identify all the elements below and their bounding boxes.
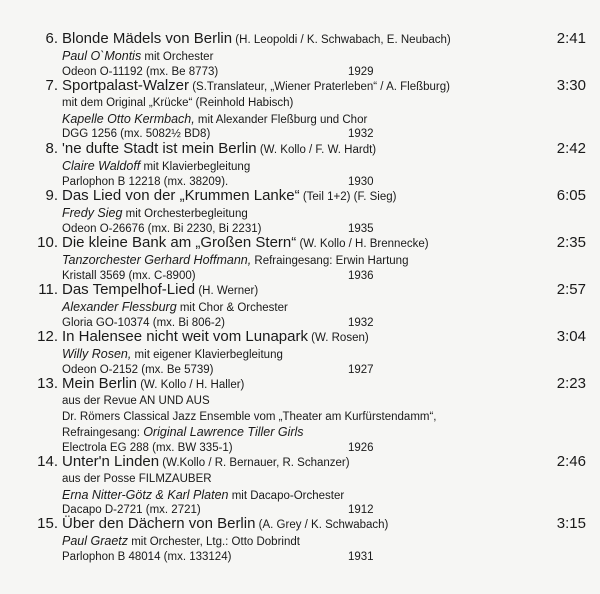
track-detail-line xyxy=(62,253,532,268)
track-detail-text: Gloria GO-10374 (mx. Bi 806-2) xyxy=(62,316,225,329)
track-year: 1926 xyxy=(348,441,374,454)
track-title-line xyxy=(62,187,522,206)
track-year: 1929 xyxy=(348,65,374,78)
track-number: 6. xyxy=(45,30,58,47)
track-duration: 2:46 xyxy=(556,453,586,470)
track-title-line xyxy=(62,375,522,394)
track-detail-text: aus der Posse FILMZAUBER xyxy=(62,473,212,485)
track-detail-text: mit Dacapo-Orchester xyxy=(228,489,345,502)
track-title-line xyxy=(62,140,522,159)
track-detail-text: Parlophon B 48014 (mx. 133124) xyxy=(62,550,232,563)
track-artist: Fredy Sieg xyxy=(62,206,123,220)
track-number: 7. xyxy=(45,77,58,94)
track-year: 1912 xyxy=(348,504,374,517)
track-detail-text: Electrola EG 288 (mx. BW 335-1) xyxy=(62,441,233,454)
track-title: 'ne dufte Stadt ist mein Berlin xyxy=(62,140,257,157)
track-detail-text: mit Alexander Fleßburg und Chor xyxy=(194,113,368,126)
track-detail-text: aus der Revue AN UND AUS xyxy=(62,395,210,407)
track-title-line xyxy=(62,281,522,300)
track-title: Unter'n Linden xyxy=(62,453,160,470)
track-artist: Tanzorchester Gerhard Hoffmann, xyxy=(62,253,252,267)
track-artist: Willy Rosen, xyxy=(62,347,132,361)
track-detail-line xyxy=(62,488,532,503)
track-detail-line xyxy=(62,534,532,549)
track-artist: Erna Nitter-Götz & Karl Platen xyxy=(62,487,229,502)
track-number: 12. xyxy=(37,328,58,345)
track-duration: 3:04 xyxy=(556,328,586,345)
track-detail-text: mit Chor & Orchester xyxy=(176,302,288,314)
track-composer: (S.Translateur, „Wiener Praterleben“ / A. Fleßburg) xyxy=(189,81,450,93)
track-detail-text: mit Orchester, Ltg.: Otto Dobrindt xyxy=(128,536,300,548)
track-duration: 6:05 xyxy=(556,187,586,204)
track-detail-text: Odeon O-26676 (mx. Bi 2230, Bi 2231) xyxy=(62,222,262,235)
track-number: 8. xyxy=(45,140,58,157)
track-title-line xyxy=(62,453,522,472)
track-title: Die kleine Bank am „Großen Stern“ xyxy=(62,234,297,251)
track-title: Über den Dächern von Berlin xyxy=(62,515,256,532)
track-title: Blonde Mädels von Berlin xyxy=(62,30,233,47)
track-title-line xyxy=(62,234,522,253)
track-year: 1930 xyxy=(348,175,374,188)
track-artist: Alexander Flessburg xyxy=(62,300,177,314)
track-composer: (W.Kollo / R. Bernauer, R. Schanzer) xyxy=(159,457,350,469)
track-detail-text: Dacapo D-2721 (mx. 2721) xyxy=(62,504,201,517)
track-detail-text: mit Orchester xyxy=(141,51,214,63)
track-artist: Paul Graetz xyxy=(62,534,129,548)
track-detail-text: Kristall 3569 (mx. C-8900) xyxy=(62,269,196,282)
track-duration: 3:30 xyxy=(556,77,586,94)
track-duration: 2:35 xyxy=(556,234,586,251)
track-detail-line xyxy=(62,49,532,64)
track-composer: (W. Rosen) xyxy=(307,332,369,344)
track-year: 1931 xyxy=(348,550,374,563)
track-artist: Claire Waldoff xyxy=(62,159,141,173)
track-detail-line xyxy=(62,96,532,110)
track-number: 11. xyxy=(38,281,58,298)
track-title: Das Lied von der „Krummen Lanke“ xyxy=(62,187,300,204)
track-composer: (W. Kollo / F. W. Hardt) xyxy=(256,144,377,156)
track-detail-text: mit Orchesterbegleitung xyxy=(122,208,248,220)
track-detail-line xyxy=(62,300,532,315)
track-detail-text: Refraingesang: Erwin Hartung xyxy=(251,255,409,267)
track-year: 1932 xyxy=(348,316,374,329)
track-year: 1932 xyxy=(348,128,374,141)
track-detail-text: Refraingesang: xyxy=(62,427,144,440)
track-composer: (W. Kollo / H. Brennecke) xyxy=(296,238,429,250)
track-year: 1927 xyxy=(348,363,374,376)
track-composer: (H. Werner) xyxy=(195,285,259,297)
track-artist: Paul O`Montis xyxy=(62,49,142,63)
track-detail-line xyxy=(62,472,532,486)
track-detail-text: DGG 1256 (mx. 5082½ BD8) xyxy=(62,128,211,141)
track-duration: 2:42 xyxy=(556,140,586,157)
track-duration: 2:41 xyxy=(556,30,586,47)
track-artist: Original Lawrence Tiller Girls xyxy=(143,425,304,440)
track-detail-text: mit dem Original „Krücke“ (Reinhold Habisch) xyxy=(62,97,294,109)
track-number: 15. xyxy=(37,515,58,532)
track-artist: Kapelle Otto Kermbach, xyxy=(62,111,195,126)
track-title-line xyxy=(62,328,522,347)
track-title: Mein Berlin xyxy=(62,375,138,392)
track-number: 13. xyxy=(37,375,58,392)
track-duration: 2:57 xyxy=(556,281,586,298)
track-composer: (H. Leopoldi / K. Schwabach, E. Neubach) xyxy=(232,34,451,46)
track-detail-line xyxy=(62,550,532,564)
track-detail-text: Odeon O-2152 (mx. Be 5739) xyxy=(62,363,214,376)
track-detail-line xyxy=(62,206,532,221)
track-detail-text: Odeon O-11192 (mx. Be 8773) xyxy=(62,65,219,78)
track-year: 1935 xyxy=(348,222,374,235)
track-detail-text: Parlophon B 12218 (mx. 38209). xyxy=(62,175,229,188)
track-composer: (W. Kollo / H. Haller) xyxy=(137,379,245,391)
track-detail-line xyxy=(62,347,532,362)
track-detail-text: mit eigener Klavierbegleitung xyxy=(131,349,283,361)
track-title-line xyxy=(62,77,522,96)
track-title-line xyxy=(62,30,522,49)
track-number: 10. xyxy=(37,234,58,251)
track-detail-line xyxy=(62,394,532,408)
track-composer: (A. Grey / K. Schwabach) xyxy=(255,519,389,531)
track-number: 14. xyxy=(37,453,58,470)
track-title-line xyxy=(62,515,522,534)
track-detail-line xyxy=(62,410,532,424)
track-detail-line xyxy=(62,159,532,174)
track-title: In Halensee nicht weit vom Lunapark xyxy=(62,328,308,345)
track-duration: 3:15 xyxy=(556,515,586,532)
track-detail-text: Dr. Römers Classical Jazz Ensemble vom „Theater am Kurfürstendamm“, xyxy=(62,410,437,423)
track-detail-line xyxy=(62,425,532,440)
track-detail-line xyxy=(62,112,532,127)
track-year: 1936 xyxy=(348,269,374,282)
track-composer: (Teil 1+2) (F. Sieg) xyxy=(299,191,397,203)
track-title: Das Tempelhof-Lied xyxy=(62,281,196,298)
track-title: Sportpalast-Walzer xyxy=(62,77,189,94)
track-detail-text: mit Klavierbegleitung xyxy=(140,161,251,173)
track-duration: 2:23 xyxy=(556,375,586,392)
track-number: 9. xyxy=(45,187,58,204)
